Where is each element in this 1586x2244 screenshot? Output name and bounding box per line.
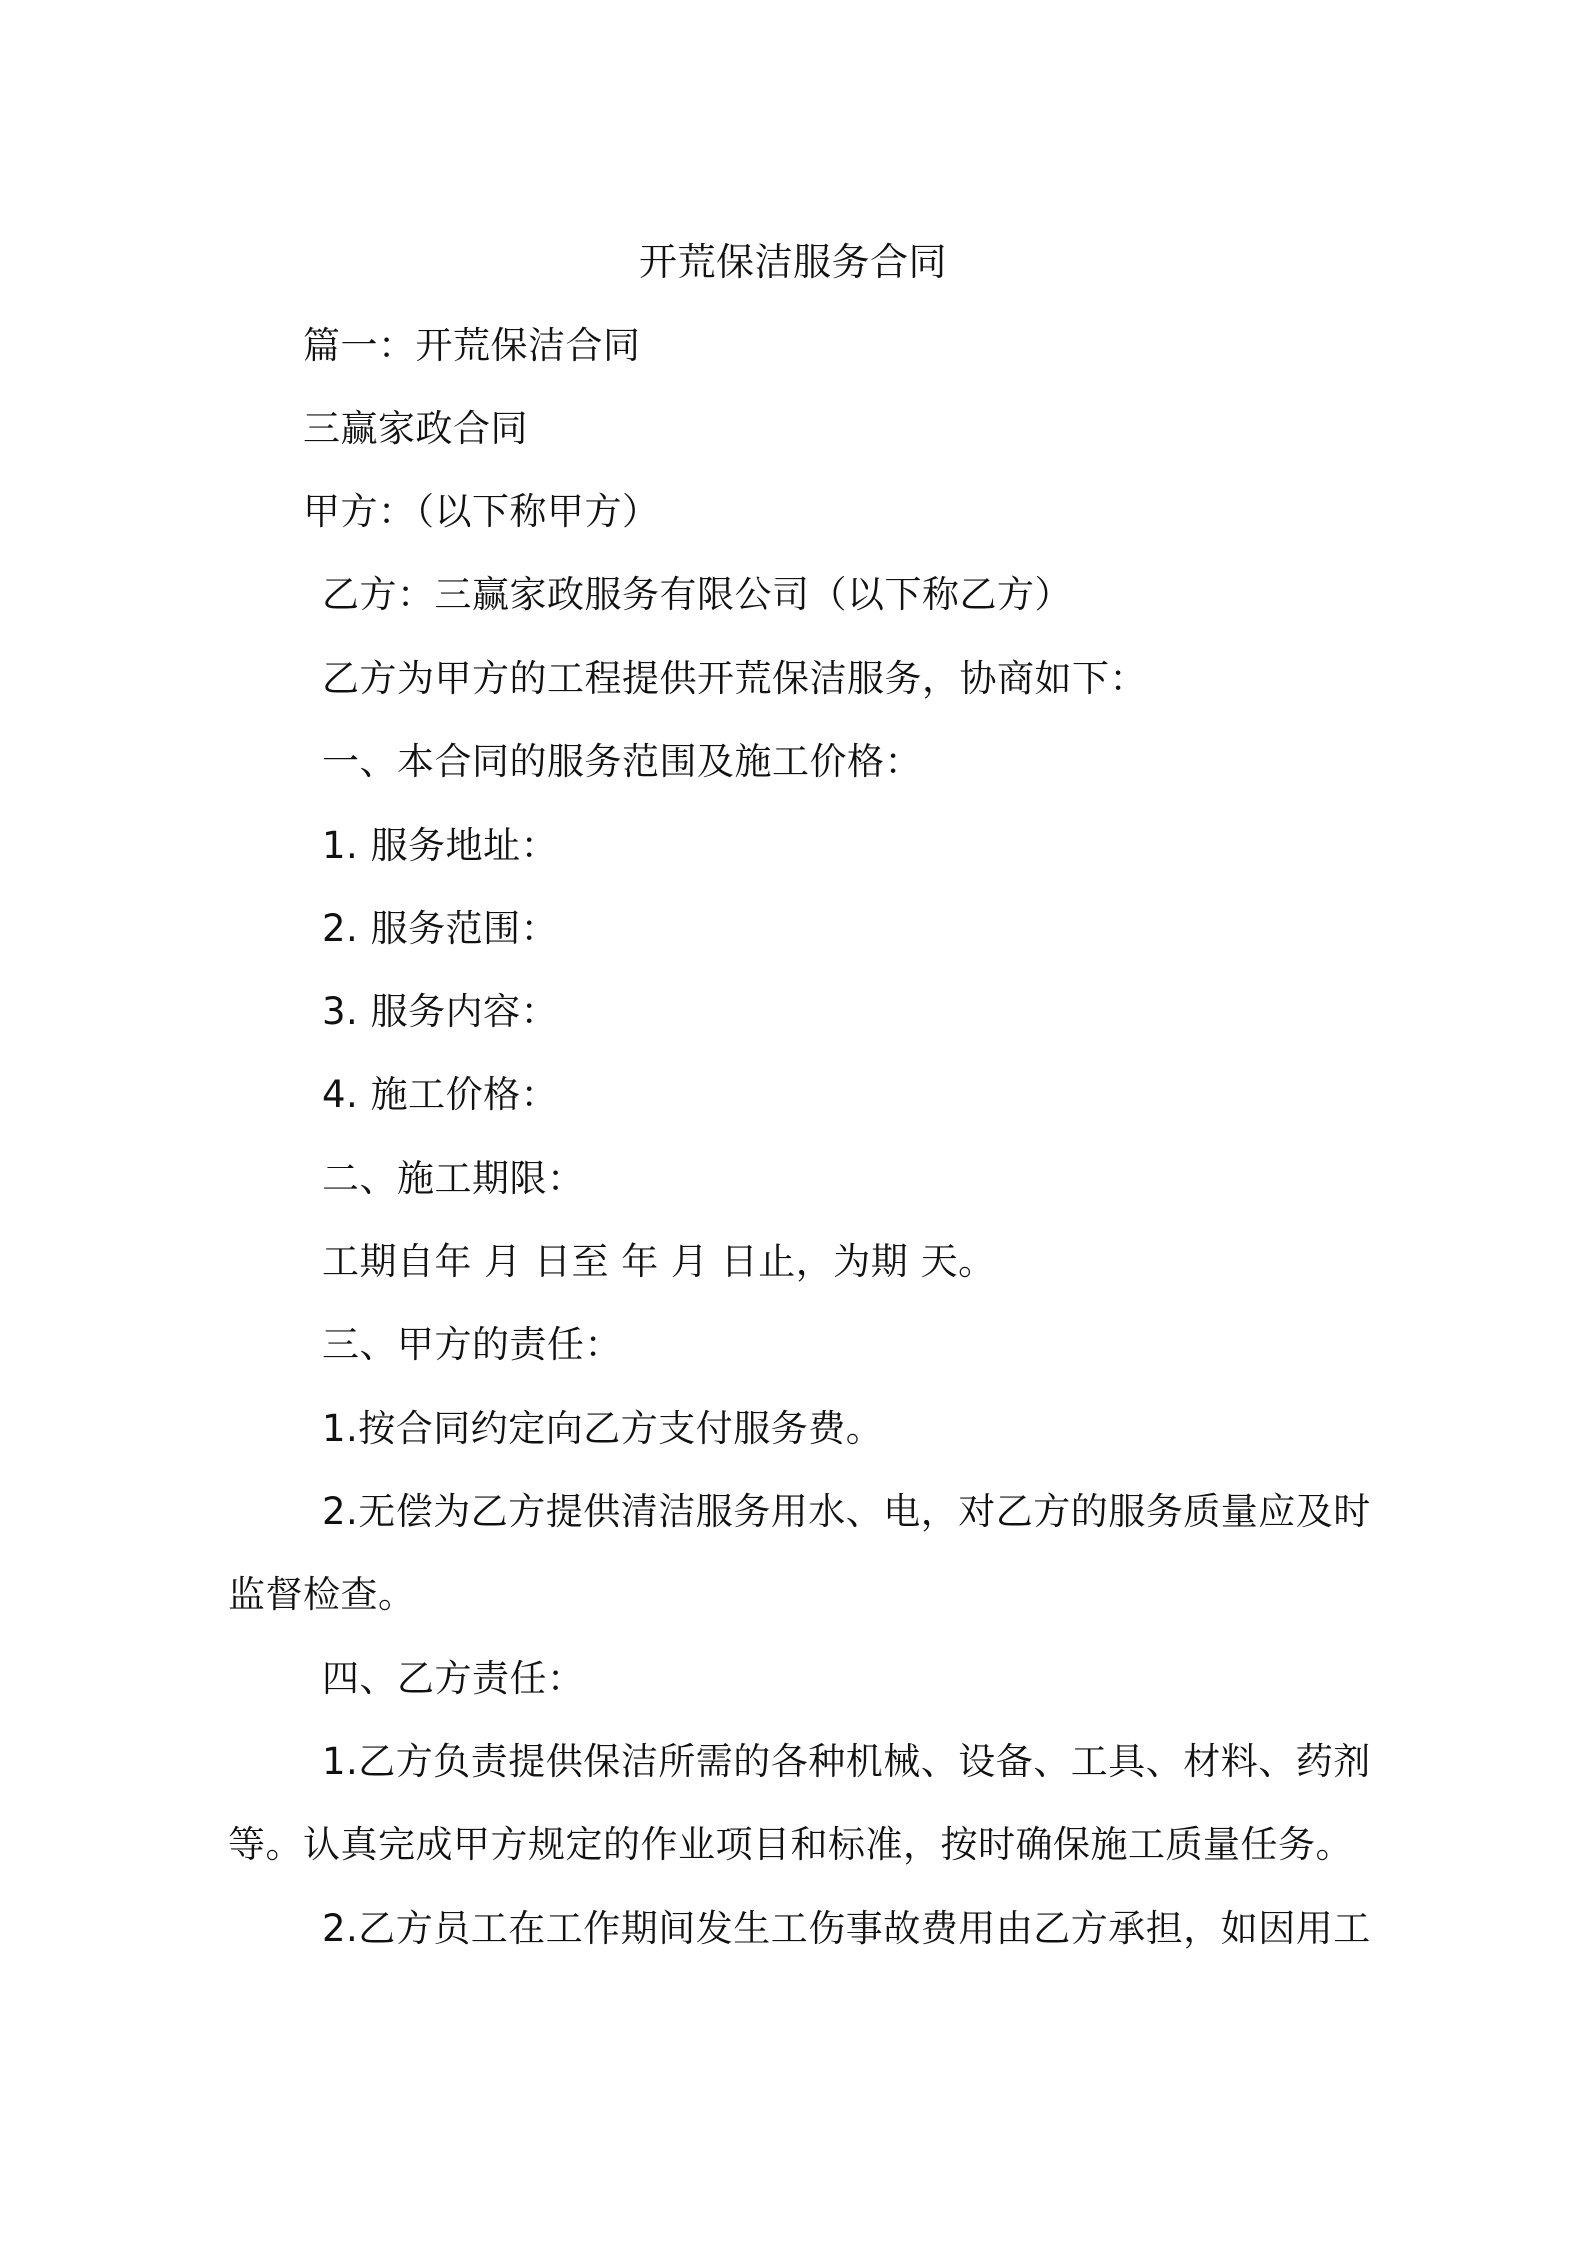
party-b-line: 乙方：三赢家政服务有限公司（以下称乙方） xyxy=(322,573,1072,616)
party-b-duty-1-line-1: 1.乙方负责提供保洁所需的各种机械、设备、工具、材料、药剂 xyxy=(322,1740,1371,1783)
section-heading-part-one: 篇一：开荒保洁合同 xyxy=(303,324,641,367)
construction-price-item: 4. 施工价格： xyxy=(322,1073,559,1116)
clause-heading-3: 三、甲方的责任： xyxy=(322,1323,622,1366)
party-b-duty-2-line-1: 2.乙方员工在工作期间发生工伤事故费用由乙方承担，如因用工 xyxy=(322,1907,1371,1950)
party-a-duty-2-line-1: 2.无偿为乙方提供清洁服务用水、电，对乙方的服务质量应及时 xyxy=(322,1490,1371,1533)
service-content-item: 3. 服务内容： xyxy=(322,990,559,1033)
clause-heading-1: 一、本合同的服务范围及施工价格： xyxy=(322,740,922,783)
service-address-item: 1. 服务地址： xyxy=(322,824,559,867)
clause-heading-2: 二、施工期限： xyxy=(322,1157,585,1200)
party-a-line: 甲方：（以下称甲方） xyxy=(303,490,660,533)
contract-company-heading: 三赢家政合同 xyxy=(303,407,528,450)
party-a-duty-2-line-2: 监督检查。 xyxy=(228,1573,416,1616)
service-scope-item: 2. 服务范围： xyxy=(322,907,559,950)
party-b-duty-1-line-2: 等。认真完成甲方规定的作业项目和标准，按时确保施工质量任务。 xyxy=(228,1823,1353,1866)
document-title: 开荒保洁服务合同 xyxy=(638,240,947,284)
party-a-duty-1: 1.按合同约定向乙方支付服务费。 xyxy=(322,1407,884,1450)
clause-heading-4: 四、乙方责任： xyxy=(322,1657,585,1700)
construction-period-line: 工期自年 月 日至 年 月 日止，为期 天。 xyxy=(322,1240,996,1283)
agreement-intro: 乙方为甲方的工程提供开荒保洁服务，协商如下： xyxy=(322,657,1147,700)
